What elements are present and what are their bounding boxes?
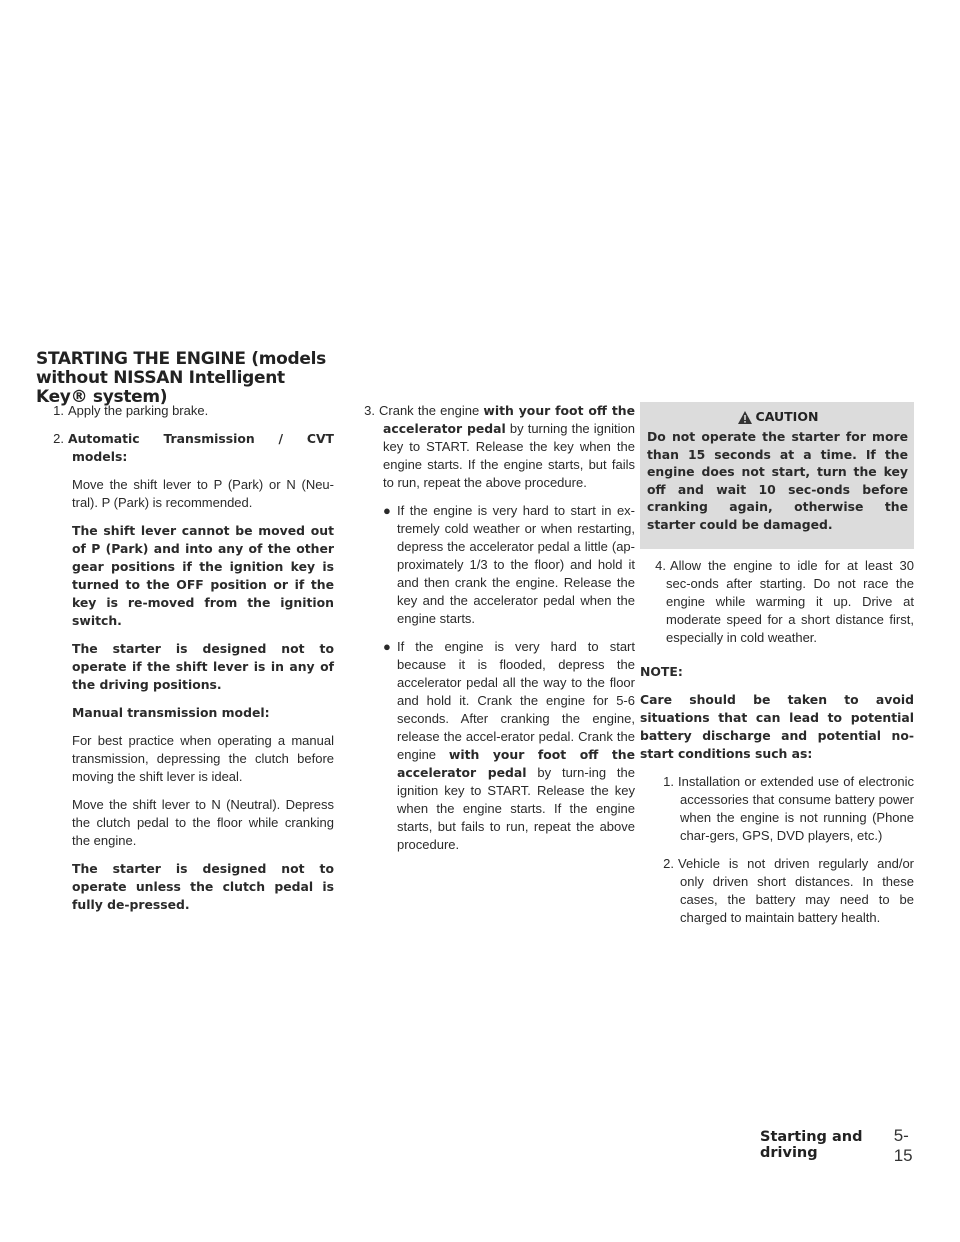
step-number: 2. (53, 431, 64, 446)
bullet-bold: with your foot off the accelerator pedal (397, 747, 635, 780)
step-rest-text: by turning the ignition key to START. Release the key when the engine starts. If the engine starts, but fails to run, repeat the above procedure. (383, 421, 635, 490)
manual-title (48, 704, 334, 722)
note-title-text: NOTE: (640, 664, 683, 679)
bullet-item (359, 638, 635, 854)
step-2 (48, 430, 334, 466)
step-title: Automatic Transmission / CVT models: (68, 431, 334, 464)
note-item-2 (640, 855, 914, 927)
bullet-icon: ● (383, 503, 391, 518)
step-number: 1. (53, 403, 64, 418)
shift-paragraph: Move the shift lever to P (Park) or N (Neu-tral). P (Park) is recommended. (72, 477, 334, 510)
caution-text: Do not operate the starter for more than 15 seconds at a time. If the engine does not start, turn the key off and wait 10 sec-onds before cranking again, otherwise the starter could be damaged. (647, 429, 908, 532)
bullet-item (359, 502, 635, 628)
note-item-text: Vehicle is not driven regularly and/or only driven short distances. In these cases, the battery may need to be charged to maintain battery health. (678, 856, 914, 925)
page-number: 5-15 (893, 1126, 913, 1165)
caution-box (640, 402, 914, 549)
step-4 (640, 557, 914, 647)
column-right (640, 402, 914, 937)
column-middle (359, 402, 635, 864)
footer-section: Starting and driving (760, 1129, 863, 1161)
caution-title: CAUTION (755, 409, 819, 424)
clutch-warning (48, 860, 334, 914)
column-left (48, 402, 334, 924)
note-item-1 (640, 773, 914, 845)
starter-warning-text: The starter is designed not to operate if the shift lever is in any of the driving positions. (72, 641, 334, 692)
page-heading: STARTING THE ENGINE (models without NISSAN Intelligent Key® system) (36, 349, 326, 407)
step-text: Crank the engine (379, 403, 480, 418)
starter-warning (48, 640, 334, 694)
bullet-lead: If the engine is very hard to start because it is flooded, depress the accelerator pedal all the way to the floor and hold it. Crank the engine for 5-6 seconds. After cranking the engine, release the accel-erator pedal. Crank the engine (397, 639, 635, 762)
shift-warning-text: The shift lever cannot be moved out of P (Park) and into any of the other gear positions if the ignition key is turned to the OFF position or if the key is re-moved from the ignition switch. (72, 523, 334, 628)
bullet-rest: by turn-ing the ignition key to START. Release the key when the engine starts. If the engine starts, but fails to run, repeat the above procedure. (397, 765, 635, 852)
note-title (640, 663, 914, 681)
note-number: 1. (663, 774, 674, 789)
step-number: 3. (364, 403, 375, 418)
step-1 (48, 402, 334, 420)
bullet-text (397, 638, 635, 854)
clutch-warning-text: The starter is designed not to operate unless the clutch pedal is fully de-pressed. (72, 861, 334, 912)
manual-paragraph-1: For best practice when operating a manual transmission, depressing the clutch before moving the shift lever is ideal. (72, 733, 334, 784)
bullet-icon: ● (383, 639, 391, 654)
note-number: 2. (663, 856, 674, 871)
step-number: 4. (655, 558, 666, 573)
step-text: Apply the parking brake. (68, 403, 209, 418)
note-item-text: Installation or extended use of electronic accessories that consume battery power when the engine is not running (Phone char-gers, GPS, DVD players, etc.) (678, 774, 914, 843)
note-text (640, 691, 914, 763)
shift-warning (48, 522, 334, 630)
bullet-text: If the engine is very hard to start in ex-tremely cold weather or when restarting, depress the accelerator pedal a little (ap-proximately 1/3 to the floor) and hold it and then crank the engine. Release the key and the accelerator pedal when the engine starts. (397, 503, 635, 626)
step-text: Allow the engine to idle for at least 30 sec-onds after starting. Do not race the engine while warming it up. Drive at moderate speed for a short distance first, especially in cold weather. (666, 558, 914, 645)
note-body: Care should be taken to avoid situations that can lead to potential battery discharge and potential no-start conditions such as: (640, 692, 914, 761)
step-3 (359, 402, 635, 492)
step-bold-text: with your foot off the accelerator pedal (383, 403, 635, 436)
manual-paragraph-2: Move the shift lever to N (Neutral). Depress the clutch pedal to the floor while cranking the engine. (72, 797, 334, 848)
warning-triangle-icon (737, 410, 753, 425)
page-footer (760, 1126, 920, 1166)
manual-title-text: Manual transmission model: (72, 705, 270, 720)
caution-header (647, 406, 908, 428)
